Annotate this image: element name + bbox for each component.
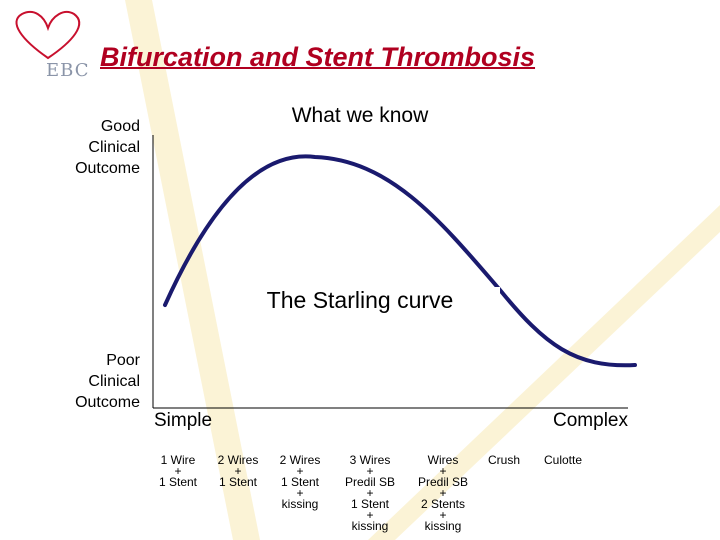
y-axis-top-label-line: Outcome	[75, 160, 140, 177]
technique-label-line: 2 Stents	[420, 497, 466, 511]
technique-label	[518, 455, 608, 466]
technique-label-line: kissing	[351, 519, 389, 533]
technique-label-line: +	[439, 508, 447, 522]
y-axis-bottom-label-line: Poor	[106, 352, 140, 369]
slide-subtitle: What we know	[291, 104, 429, 127]
technique-label-line: +	[296, 486, 304, 500]
technique-label-line: +	[366, 508, 374, 522]
y-axis-top-label-line: Good	[100, 118, 140, 135]
technique-label-line: +	[296, 464, 304, 478]
curve-label: The Starling curve	[220, 287, 500, 314]
technique-label-line: +	[366, 464, 374, 478]
x-axis-right-label: Complex	[553, 410, 628, 431]
technique-label-line: 1 Wire	[160, 453, 196, 467]
technique-label-line: 1 Stent	[280, 475, 320, 489]
technique-label-line: +	[366, 486, 374, 500]
technique-label-line: +	[439, 486, 447, 500]
technique-label-line: Wires	[427, 453, 459, 467]
technique-label-line: 1 Stent	[218, 475, 258, 489]
y-axis-top-label	[40, 116, 140, 179]
y-axis-bottom-label-line: Clinical	[88, 373, 140, 390]
technique-label	[398, 455, 488, 532]
x-axis-left-label: Simple	[154, 410, 213, 431]
technique-label-line: 2 Wires	[217, 453, 259, 467]
technique-label-line: +	[234, 464, 242, 478]
y-axis-bottom-label-line: Outcome	[75, 394, 140, 411]
technique-label-line: +	[439, 464, 447, 478]
y-axis-bottom-label	[40, 350, 140, 413]
technique-label-line: Predil SB	[417, 475, 469, 489]
y-axis-top-label-line: Clinical	[88, 139, 140, 156]
technique-label-line: 1 Stent	[158, 475, 198, 489]
technique-label-line: Crush	[487, 453, 520, 467]
technique-label-line: kissing	[281, 497, 319, 511]
technique-label-line: 2 Wires	[279, 453, 321, 467]
technique-label-line: +	[174, 464, 182, 478]
technique-label-line: 1 Stent	[350, 497, 390, 511]
technique-label-line: Predil SB	[344, 475, 396, 489]
slide-title: Bifurcation and Stent Thrombosis	[100, 42, 536, 72]
logo-heart-icon	[16, 12, 79, 58]
starling-curve	[165, 156, 635, 365]
technique-label-line: kissing	[424, 519, 462, 533]
logo-text: EBC	[46, 60, 90, 81]
technique-label-line: 3 Wires	[349, 453, 391, 467]
technique-label-line: Culotte	[543, 453, 583, 467]
